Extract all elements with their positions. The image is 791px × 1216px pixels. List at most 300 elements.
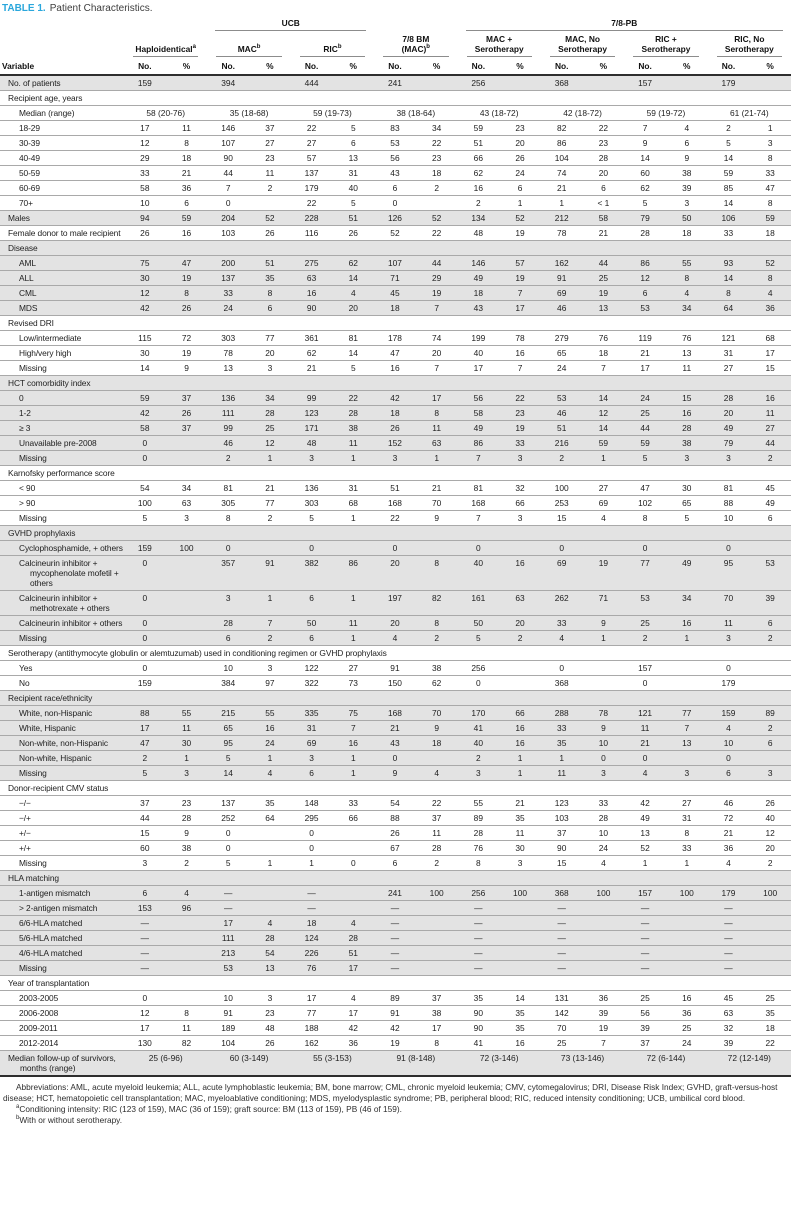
cell: 34 bbox=[666, 301, 708, 316]
cell: 4 bbox=[249, 766, 291, 781]
cell: 3 bbox=[666, 196, 708, 211]
cell: 69 bbox=[583, 496, 625, 511]
cell bbox=[416, 196, 458, 211]
cell: 0 bbox=[207, 841, 249, 856]
cell: 35 bbox=[499, 811, 541, 826]
cell: 21 bbox=[291, 361, 333, 376]
cell: 0 bbox=[291, 826, 333, 841]
cell: 16 bbox=[666, 616, 708, 631]
cell: 100 bbox=[666, 886, 708, 901]
cell bbox=[666, 75, 708, 91]
cell: 146 bbox=[207, 121, 249, 136]
row-label: Missing bbox=[0, 451, 124, 466]
column-underline bbox=[216, 56, 281, 57]
cell: 38 bbox=[332, 421, 374, 436]
cell: 5 bbox=[332, 361, 374, 376]
cell: 47 bbox=[749, 181, 791, 196]
cell: 30 bbox=[166, 736, 208, 751]
cell bbox=[666, 901, 708, 916]
cell: 1 bbox=[624, 856, 666, 871]
cell: — bbox=[458, 916, 500, 931]
cell: 2 bbox=[749, 856, 791, 871]
cell: 12 bbox=[624, 271, 666, 286]
cell: 26 bbox=[249, 1036, 291, 1051]
cell: 19 bbox=[166, 346, 208, 361]
cell: 44 bbox=[624, 421, 666, 436]
cell bbox=[666, 676, 708, 691]
cell: 16 bbox=[666, 406, 708, 421]
cell: 8 bbox=[749, 196, 791, 211]
cell: 14 bbox=[583, 391, 625, 406]
cell: 66 bbox=[499, 496, 541, 511]
cell: 19 bbox=[583, 286, 625, 301]
cell: 157 bbox=[624, 75, 666, 91]
cell: 3 bbox=[249, 991, 291, 1006]
cell: 0 bbox=[124, 436, 166, 451]
cell: 27 bbox=[708, 361, 750, 376]
pct-column-header: % bbox=[332, 59, 374, 75]
cell: 1 bbox=[499, 766, 541, 781]
cell: — bbox=[624, 901, 666, 916]
cell: 168 bbox=[374, 496, 416, 511]
cell: 58 (20-76) bbox=[124, 106, 207, 121]
section-row bbox=[0, 91, 791, 106]
table-row bbox=[0, 1006, 791, 1021]
cell: 279 bbox=[541, 331, 583, 346]
cell: 26 bbox=[374, 826, 416, 841]
cell bbox=[166, 451, 208, 466]
cell: 0 bbox=[624, 676, 666, 691]
cell: 39 bbox=[624, 1021, 666, 1036]
cell: 3 bbox=[207, 591, 249, 616]
cell: 14 bbox=[708, 196, 750, 211]
cell: 14 bbox=[332, 271, 374, 286]
cell: — bbox=[708, 931, 750, 946]
row-label: > 2-antigen mismatch bbox=[0, 901, 124, 916]
cell: 179 bbox=[708, 75, 750, 91]
cell: 77 bbox=[291, 1006, 333, 1021]
cell: 19 bbox=[499, 421, 541, 436]
cell: 53 bbox=[624, 591, 666, 616]
cell: 90 bbox=[207, 151, 249, 166]
row-label: −/− bbox=[0, 796, 124, 811]
cell: — bbox=[374, 961, 416, 976]
cell: 8 bbox=[166, 1006, 208, 1021]
cell: 4 bbox=[416, 766, 458, 781]
cell: 27 bbox=[666, 796, 708, 811]
section-row bbox=[0, 691, 791, 706]
cell bbox=[416, 916, 458, 931]
table-row bbox=[0, 1051, 791, 1077]
cell: 7 bbox=[458, 511, 500, 526]
cell: 49 bbox=[458, 421, 500, 436]
cell: 68 bbox=[749, 331, 791, 346]
cell: 12 bbox=[124, 286, 166, 301]
cell: 21 bbox=[624, 736, 666, 751]
row-label: Males bbox=[0, 211, 124, 226]
cell: 43 bbox=[374, 166, 416, 181]
cell: 1 bbox=[541, 196, 583, 211]
cell: 168 bbox=[374, 706, 416, 721]
cell: 17 bbox=[124, 121, 166, 136]
cell: 69 bbox=[291, 736, 333, 751]
table-row bbox=[0, 496, 791, 511]
column-underline bbox=[133, 56, 198, 57]
cell: 11 bbox=[332, 616, 374, 631]
cell: 6 bbox=[291, 631, 333, 646]
cell bbox=[249, 886, 291, 901]
cell: 14 bbox=[624, 151, 666, 166]
cell: 1 bbox=[499, 751, 541, 766]
cell: 86 bbox=[624, 256, 666, 271]
cell: 28 bbox=[583, 811, 625, 826]
cell: 18 bbox=[749, 226, 791, 241]
cell: 77 bbox=[624, 556, 666, 591]
cell: 17 bbox=[291, 991, 333, 1006]
row-label: 60-69 bbox=[0, 181, 124, 196]
cell: 20 bbox=[708, 406, 750, 421]
table-row bbox=[0, 121, 791, 136]
cell: 0 bbox=[207, 826, 249, 841]
cell: 24 bbox=[207, 301, 249, 316]
cell: 90 bbox=[458, 1006, 500, 1021]
cell: 7 bbox=[249, 616, 291, 631]
cell: 78 bbox=[207, 346, 249, 361]
row-label: 5/6-HLA matched bbox=[0, 931, 124, 946]
cell: 4 bbox=[708, 856, 750, 871]
cell: 275 bbox=[291, 256, 333, 271]
cell: 0 bbox=[583, 751, 625, 766]
cell: 40 bbox=[458, 556, 500, 591]
cell: 6 bbox=[207, 631, 249, 646]
cell bbox=[166, 931, 208, 946]
cell: 30 bbox=[124, 346, 166, 361]
cell: 91 bbox=[249, 556, 291, 591]
cell: 0 bbox=[124, 451, 166, 466]
cell: — bbox=[124, 946, 166, 961]
row-label: Cyclophosphamide, + others bbox=[0, 541, 124, 556]
cell: 40 bbox=[332, 181, 374, 196]
cell: 8 bbox=[666, 271, 708, 286]
row-label: 30-39 bbox=[0, 136, 124, 151]
cell: 59 bbox=[708, 166, 750, 181]
cell: 35 bbox=[499, 1021, 541, 1036]
cell: 95 bbox=[207, 736, 249, 751]
cell bbox=[332, 841, 374, 856]
cell: 6 bbox=[291, 766, 333, 781]
cell: 3 bbox=[249, 661, 291, 676]
cell bbox=[749, 751, 791, 766]
cell: 17 bbox=[499, 301, 541, 316]
cell: 1 bbox=[499, 196, 541, 211]
cell: 58 bbox=[124, 421, 166, 436]
cell: 33 bbox=[708, 226, 750, 241]
header-subgroup-row bbox=[0, 35, 791, 59]
row-label: Disease bbox=[0, 241, 791, 256]
cell: 24 bbox=[541, 361, 583, 376]
cell: 97 bbox=[249, 676, 291, 691]
cell: 47 bbox=[374, 346, 416, 361]
cell: 1 bbox=[249, 451, 291, 466]
cell: 55 bbox=[666, 256, 708, 271]
cell: 31 bbox=[666, 811, 708, 826]
cell bbox=[249, 901, 291, 916]
cell: 45 bbox=[374, 286, 416, 301]
cell: 13 bbox=[666, 736, 708, 751]
row-label: −/+ bbox=[0, 811, 124, 826]
row-label: Calcineurin inhibitor + others bbox=[0, 616, 124, 631]
cell: 0 bbox=[332, 856, 374, 871]
cell: 4 bbox=[708, 721, 750, 736]
cell: 11 bbox=[499, 826, 541, 841]
cell: 26 bbox=[166, 406, 208, 421]
cell: 38 bbox=[416, 661, 458, 676]
group-label: 7/8-PB bbox=[611, 18, 638, 28]
cell: 22 bbox=[416, 796, 458, 811]
cell: 18 bbox=[416, 166, 458, 181]
cell: 35 bbox=[749, 1006, 791, 1021]
cell bbox=[166, 676, 208, 691]
cell: 1 bbox=[291, 856, 333, 871]
cell: — bbox=[124, 931, 166, 946]
cell: 26 bbox=[249, 226, 291, 241]
cell: 303 bbox=[207, 331, 249, 346]
row-label: 1-2 bbox=[0, 406, 124, 421]
cell bbox=[166, 556, 208, 591]
cell: 71 bbox=[374, 271, 416, 286]
cell: 253 bbox=[541, 496, 583, 511]
cell: 5 bbox=[624, 451, 666, 466]
table-row bbox=[0, 736, 791, 751]
pct-column-header: % bbox=[166, 59, 208, 75]
cell: 2 bbox=[749, 631, 791, 646]
cell: — bbox=[374, 946, 416, 961]
table-row bbox=[0, 916, 791, 931]
row-label: HLA matching bbox=[0, 871, 791, 886]
cell: 8 bbox=[416, 616, 458, 631]
cell: 17 bbox=[416, 391, 458, 406]
cell: 25 bbox=[541, 1036, 583, 1051]
cell: 4 bbox=[666, 121, 708, 136]
row-label: Missing bbox=[0, 361, 124, 376]
cell: 159 bbox=[124, 541, 166, 556]
cell: — bbox=[541, 946, 583, 961]
cell: 86 bbox=[541, 136, 583, 151]
cell: 81 bbox=[332, 331, 374, 346]
cell: 31 bbox=[332, 166, 374, 181]
cell: 7 bbox=[499, 361, 541, 376]
cell: 20 bbox=[249, 346, 291, 361]
cell: 82 bbox=[541, 121, 583, 136]
cell: 58 bbox=[458, 406, 500, 421]
cell: 19 bbox=[166, 271, 208, 286]
column-header-label: RIC$^b$ bbox=[323, 43, 342, 54]
column-header-label: MAC + Serotherapy bbox=[474, 34, 524, 54]
cell: 33 bbox=[332, 796, 374, 811]
cell: 50 bbox=[458, 616, 500, 631]
cell: 4 bbox=[374, 631, 416, 646]
cell: 69 bbox=[541, 286, 583, 301]
cell: 62 bbox=[291, 346, 333, 361]
cell: 368 bbox=[541, 676, 583, 691]
cell: 3 bbox=[166, 511, 208, 526]
cell: 24 bbox=[249, 736, 291, 751]
cell: 7 bbox=[207, 181, 249, 196]
cell: 34 bbox=[166, 481, 208, 496]
column-header bbox=[124, 35, 207, 59]
no-column-header: No. bbox=[124, 59, 166, 75]
cell: 6 bbox=[249, 301, 291, 316]
row-label: White, Hispanic bbox=[0, 721, 124, 736]
cell: 9 bbox=[374, 766, 416, 781]
cell: 123 bbox=[541, 796, 583, 811]
cell: 136 bbox=[207, 391, 249, 406]
cell: 21 bbox=[708, 826, 750, 841]
cell: 22 bbox=[749, 1036, 791, 1051]
cell: 76 bbox=[583, 331, 625, 346]
cell: 14 bbox=[124, 361, 166, 376]
cell: 36 bbox=[708, 841, 750, 856]
cell: 17 bbox=[124, 721, 166, 736]
row-label: Median (range) bbox=[0, 106, 124, 121]
row-label: 18-29 bbox=[0, 121, 124, 136]
row-label: +/+ bbox=[0, 841, 124, 856]
table-row bbox=[0, 886, 791, 901]
cell: 104 bbox=[207, 1036, 249, 1051]
cell: 17 bbox=[624, 361, 666, 376]
cell: 63 bbox=[416, 436, 458, 451]
cell: 49 bbox=[666, 556, 708, 591]
cell: 4 bbox=[249, 916, 291, 931]
cell: 4 bbox=[666, 286, 708, 301]
cell: 0 bbox=[207, 196, 249, 211]
cell: 65 bbox=[666, 496, 708, 511]
cell bbox=[583, 946, 625, 961]
cell: 25 bbox=[624, 616, 666, 631]
cell: 34 bbox=[416, 121, 458, 136]
cell: 2 bbox=[207, 451, 249, 466]
row-label: Female donor to male recipient bbox=[0, 226, 124, 241]
cell: 6 bbox=[499, 181, 541, 196]
cell bbox=[666, 916, 708, 931]
row-label: ≥ 3 bbox=[0, 421, 124, 436]
pct-column-header: % bbox=[499, 59, 541, 75]
cell: 168 bbox=[458, 496, 500, 511]
cell: 126 bbox=[374, 211, 416, 226]
cell: 89 bbox=[458, 811, 500, 826]
cell: 49 bbox=[458, 271, 500, 286]
cell bbox=[749, 916, 791, 931]
row-label: 70+ bbox=[0, 196, 124, 211]
cell: 78 bbox=[541, 226, 583, 241]
cell bbox=[749, 946, 791, 961]
cell: 357 bbox=[207, 556, 249, 591]
cell: 39 bbox=[583, 1006, 625, 1021]
cell: 18 bbox=[458, 286, 500, 301]
table-row bbox=[0, 721, 791, 736]
no-column-header: No. bbox=[207, 59, 249, 75]
cell: — bbox=[458, 961, 500, 976]
cell: 22 bbox=[499, 391, 541, 406]
cell: 241 bbox=[374, 886, 416, 901]
cell: 77 bbox=[666, 706, 708, 721]
column-header-label: 7/8 BM (MAC)$^b$ bbox=[401, 34, 430, 54]
cell: — bbox=[541, 916, 583, 931]
cell: 7 bbox=[583, 1036, 625, 1051]
cell: 10 bbox=[207, 661, 249, 676]
cell: 28 bbox=[166, 811, 208, 826]
cell: 55 bbox=[249, 706, 291, 721]
cell: 2 bbox=[124, 751, 166, 766]
cell: 130 bbox=[124, 1036, 166, 1051]
cell: 3 bbox=[166, 766, 208, 781]
cell: 1 bbox=[583, 451, 625, 466]
cell: 188 bbox=[291, 1021, 333, 1036]
table-row bbox=[0, 436, 791, 451]
cell: 30 bbox=[666, 481, 708, 496]
cell: 123 bbox=[291, 406, 333, 421]
cell: 33 bbox=[583, 796, 625, 811]
cell: 37 bbox=[166, 391, 208, 406]
cell: 33 bbox=[124, 166, 166, 181]
cell bbox=[749, 931, 791, 946]
cell: 50 bbox=[291, 616, 333, 631]
cell: 28 bbox=[624, 226, 666, 241]
cell: 38 bbox=[166, 841, 208, 856]
table-row bbox=[0, 166, 791, 181]
cell: 16 bbox=[291, 286, 333, 301]
cell: 106 bbox=[708, 211, 750, 226]
cell: 137 bbox=[207, 271, 249, 286]
cell: 72 bbox=[708, 811, 750, 826]
table-row bbox=[0, 136, 791, 151]
cell bbox=[332, 541, 374, 556]
cell: 11 bbox=[416, 826, 458, 841]
cell: 241 bbox=[374, 75, 416, 91]
row-label: Donor-recipient CMV status bbox=[0, 781, 791, 796]
cell: 38 bbox=[416, 1006, 458, 1021]
cell: 116 bbox=[291, 226, 333, 241]
cell: 24 bbox=[624, 391, 666, 406]
cell: 30 bbox=[499, 841, 541, 856]
cell: 75 bbox=[124, 256, 166, 271]
table-row bbox=[0, 1036, 791, 1051]
cell bbox=[166, 946, 208, 961]
cell bbox=[749, 75, 791, 91]
cell: 34 bbox=[666, 591, 708, 616]
cell bbox=[166, 991, 208, 1006]
cell: 86 bbox=[332, 556, 374, 591]
header-units-row bbox=[0, 59, 791, 75]
cell: 8 bbox=[708, 286, 750, 301]
cell: 27 bbox=[749, 421, 791, 436]
cell: 11 bbox=[249, 166, 291, 181]
cell: 15 bbox=[749, 361, 791, 376]
cell: 73 bbox=[332, 676, 374, 691]
cell: — bbox=[374, 901, 416, 916]
table-row bbox=[0, 391, 791, 406]
row-label: Serotherapy (antithymocyte globulin or alemtuzumab) used in conditioning regimen or GVHD prophylaxis bbox=[0, 646, 791, 661]
cell: 88 bbox=[374, 811, 416, 826]
cell: 48 bbox=[458, 226, 500, 241]
footnotes bbox=[0, 1077, 791, 1132]
cell: 2 bbox=[624, 631, 666, 646]
table-row bbox=[0, 661, 791, 676]
cell: 22 bbox=[291, 196, 333, 211]
cell: 91 (8-148) bbox=[374, 1051, 457, 1077]
cell: 17 bbox=[124, 1021, 166, 1036]
cell bbox=[166, 916, 208, 931]
